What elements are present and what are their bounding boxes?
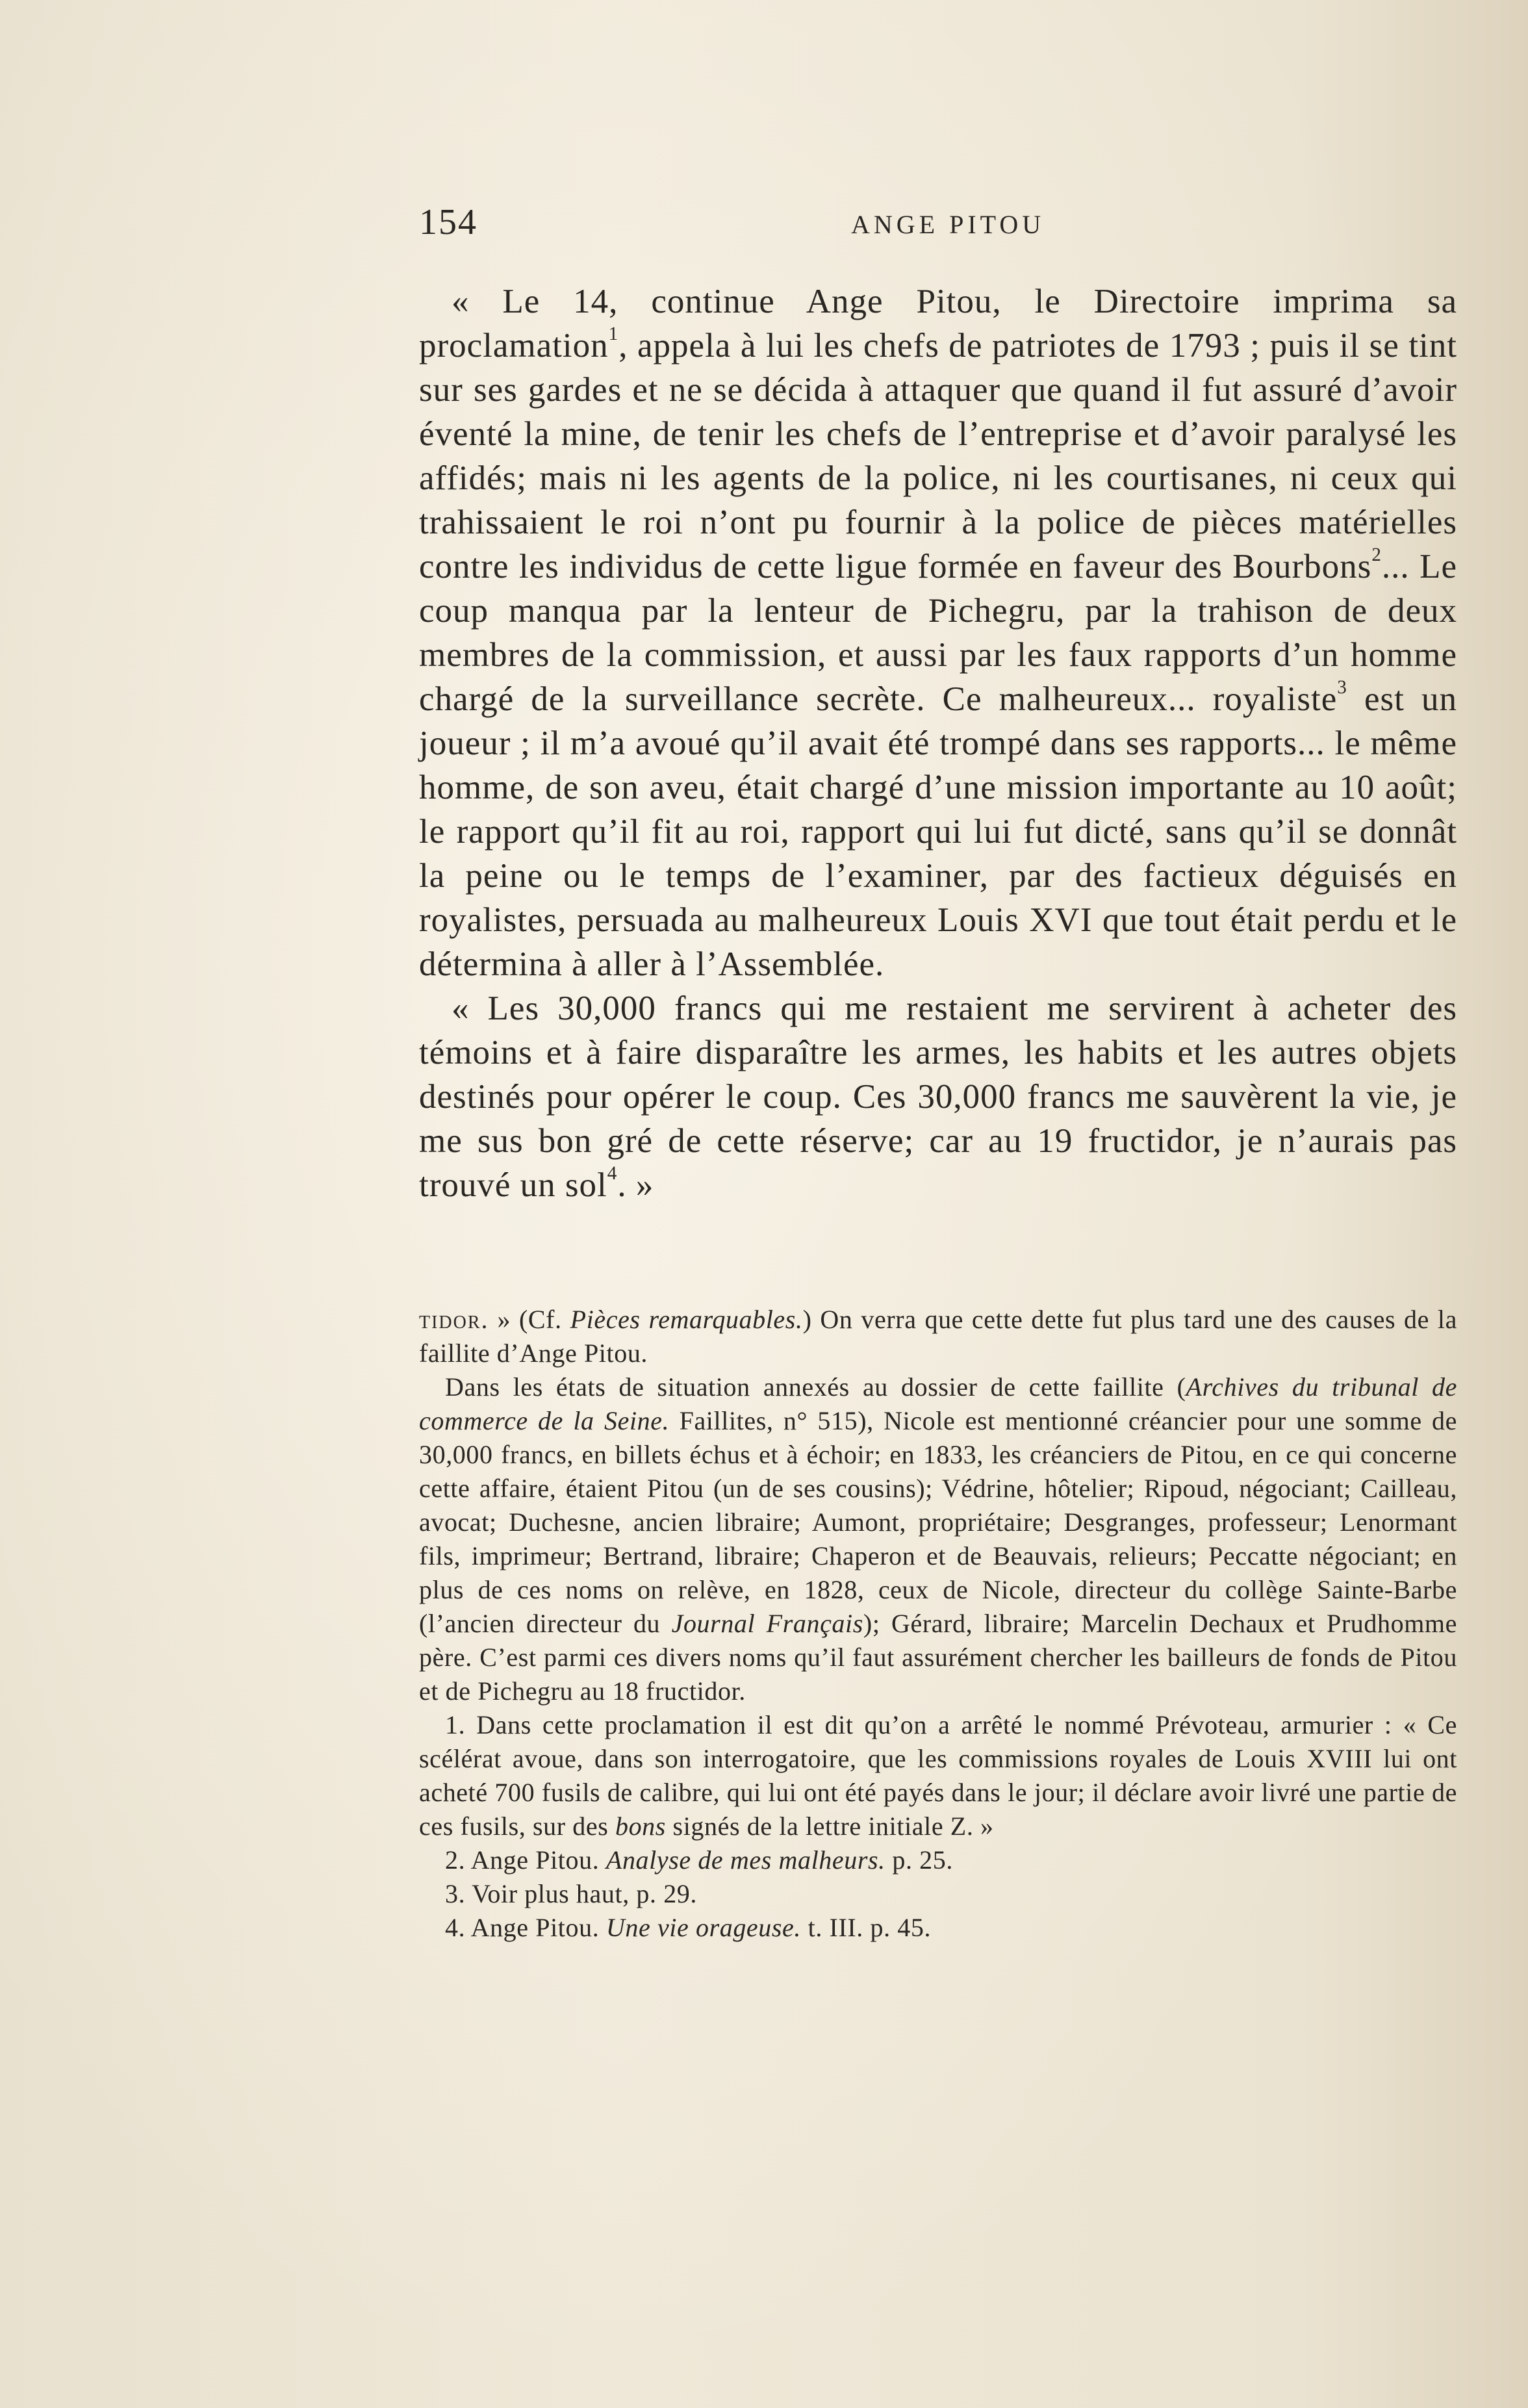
continuation-word: tidor. (419, 1305, 489, 1334)
paragraph-1 (419, 279, 1457, 986)
footnote-paragraph-part-b: Faillites, n° 515), Nicole est mentionné créancier pour une somme de 30,000 francs, en billets échus et à échoir; en 1833, les créanciers de Pitou, en ce qui concerne cette affaire, étaient Pitou (un de ses cousins); Védrine, hôtelier; Ripoud, négociant; Cailleau, avocat; Duchesne, ancien libraire; Aumont, propriétaire; Desgranges, professeur; Lenormant fils, imprimeur; Bertrand, libraire; Chaperon et de Beauvais, relieurs; Peccatte négociant; en plus de ces noms on relève, en 1828, ceux de Nicole, directeur du collège Sainte-Barbe (l’ancien directeur du (419, 1406, 1458, 1638)
footnote-paragraph-italic-2: Journal Français (671, 1609, 863, 1638)
footnote-paragraph-italic-1: Archives du tribunal de commerce de la Seine. (419, 1372, 1457, 1435)
footnote-2-italic: Analyse de mes malheurs. (605, 1845, 885, 1875)
footnote-4 (419, 1911, 1457, 1945)
paragraph-2-part-b: . » (617, 1166, 654, 1204)
paragraph-1-part-d: est un joueur ; il m’a avoué qu’il avait été trompé dans ses rapports... le même homme, de son aveu, était chargé d’une mission importante au 10 août; le rapport qu’il fit au roi, rapport qui lui fut dicté, sans qu’il se donnât la peine ou le temps de l’examiner, par des factieux déguisés en royalistes, persuada au malheureux Louis XVI que tout était perdu et le détermina à aller à l’Assemblée. (419, 680, 1457, 983)
footnote-4-part-a: 4. Ange Pitou. (445, 1913, 606, 1942)
footnote-ref-2: 2 (1371, 544, 1382, 565)
main-text (419, 279, 1457, 1207)
continuation-part-a: » (Cf. (489, 1305, 570, 1334)
footnote-1 (419, 1708, 1457, 1843)
footnote-paragraph-part-a: Dans les états de situation annexés au dossier de cette faillite ( (445, 1372, 1186, 1402)
paragraph-1-part-b: , appela à lui les chefs de patriotes de 1793 ; puis il se tint sur ses gardes et ne se décida à attaquer que quand il fut assuré d’avoir éventé la mine, de tenir les chefs de l’entreprise et d’avoir paralysé les affidés; mais ni les agents de la police, ni les courtisanes, ni ceux qui trahissaient le roi n’ont pu fournir à la police de pièces matérielles contre les individus de cette ligue formée en faveur des Bourbons (419, 327, 1457, 585)
paragraph-2-part-a: « Les 30,000 francs qui me restaient me servirent à acheter des témoins et à faire disparaître les armes, les habits et les autres objets destinés pour opérer le coup. Ces 30,000 francs me sauvèrent la vie, je me sus bon gré de cette réserve; car au 19 fructidor, je n’aurais pas trouvé un sol (419, 990, 1457, 1204)
footnotes (419, 1303, 1457, 1945)
footnote-1-part-a: 1. Dans cette proclamation il est dit qu’on a arrêté le nommé Prévoteau, armurier : « Ce scélérat avoue, dans son interrogatoire, que les commissions royales de Louis XVIII lui ont acheté 700 fusils de calibre, qui lui ont été payés dans le jour; il déclare avoir livré une partie de ces fusils, sur des (419, 1710, 1457, 1841)
footnote-1-part-b: signés de la lettre initiale Z. » (665, 1812, 994, 1841)
footnote-2-part-a: 2. Ange Pitou. (445, 1845, 606, 1875)
footnote-3-text: 3. Voir plus haut, p. 29. (445, 1879, 697, 1908)
footnote-ref-1: 1 (608, 323, 619, 344)
footnote-paragraph (419, 1370, 1457, 1708)
footnote-3 (419, 1877, 1457, 1911)
footnote-4-italic: Une vie orageuse. (605, 1913, 802, 1942)
continuation-part-b: ) On verra que cette dette fut plus tard une des causes de la faillite d’Ange Pitou. (419, 1305, 1457, 1368)
footnote-2 (419, 1843, 1457, 1877)
continuation-italic-title: Pièces remarquables. (570, 1305, 803, 1334)
footnote-2-part-b: p. 25. (885, 1845, 953, 1875)
footnote-continuation (419, 1303, 1457, 1370)
paragraph-1-part-c: ... Le coup manqua par la lenteur de Pichegru, par la trahison de deux membres de la commission, et aussi par les faux rapports d’un homme chargé de la surveillance secrète. Ce malheureux... royaliste (419, 548, 1457, 718)
paragraph-1-part-a: « Le 14, continue Ange Pitou, le Directoire imprima sa proclamation (419, 283, 1457, 365)
footnote-ref-4: 4 (607, 1162, 618, 1184)
footnote-4-part-b: t. III. p. 45. (801, 1913, 932, 1942)
footnote-ref-3: 3 (1337, 676, 1347, 698)
page-number: 154 (419, 202, 478, 242)
footnote-paragraph-part-c: ); Gérard, libraire; Marcelin Dechaux et Prudhomme père. C’est parmi ces divers noms qu’il faut assurément chercher les bailleurs de fonds de Pitou et de Pichegru au 18 fructidor. (419, 1609, 1457, 1706)
running-title: ANGE PITOU (851, 210, 1045, 239)
running-head (419, 201, 1465, 240)
paragraph-2 (419, 986, 1457, 1207)
footnote-1-italic: bons (615, 1812, 666, 1841)
